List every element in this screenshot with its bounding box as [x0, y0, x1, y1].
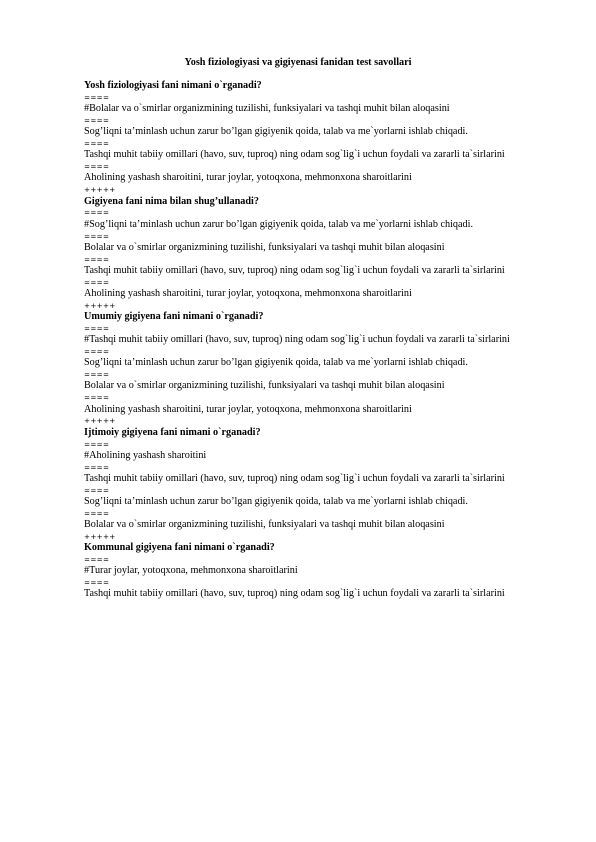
answer-separator: ====: [84, 393, 110, 403]
question-text: Gigiyena fani nima bilan shug’ullanadi?: [84, 195, 259, 207]
answer-separator: ====: [84, 485, 110, 495]
question-text: Kommunal gigiyena fani nimani o`rganadi?: [84, 542, 275, 554]
answer-separator: ====: [84, 370, 110, 380]
question-text: Umumiy gigiyena fani nimani o`rganadi?: [84, 311, 264, 323]
question-block: [84, 427, 512, 543]
answer-option: #Bolalar va o`smirlar organizmining tuzilishi, funksiyalari va tashqi muhit bilan aloqasini: [84, 103, 450, 115]
answer-option: Aholining yashash sharoitini, turar joylar, yotoqxona, mehmonxona sharoitlarini: [84, 172, 412, 184]
question-separator: +++++: [84, 531, 116, 541]
answer-option: Bolalar va o`smirlar organizmining tuzilishi, funksiyalari va tashqi muhit bilan aloqasini: [84, 519, 445, 531]
answer-option: #Tashqi muhit tabiiy omillari (havo, suv, tuproq) ning odam sog`lig`i uchun foydali va zararli ta`sirlarini: [84, 334, 510, 346]
answer-option: #Sog’liqni ta’minlash uchun zarur bo’lgan gigiyenik qoida, talab va me`yorlarni ishlab chiqadi.: [84, 218, 474, 230]
answer-separator: ====: [84, 254, 110, 264]
answer-option: Sog’liqni ta’minlash uchun zarur bo’lgan gigiyenik qoida, talab va me`yorlarni ishlab chiqadi.: [84, 357, 468, 369]
answer-option: Tashqi muhit tabiiy omillari (havo, suv, tuproq) ning odam sog`lig`i uchun foydali va zararli ta`sirlarini: [84, 588, 505, 600]
question-text: Yosh fiziologiyasi fani nimani o`rganadi?: [84, 80, 262, 91]
question-block: [84, 542, 512, 601]
answer-separator: ====: [84, 277, 110, 287]
answer-option: Aholining yashash sharoitini, turar joylar, yotoqxona, mehmonxona sharoitlarini: [84, 403, 412, 415]
answer-option: Bolalar va o`smirlar organizmining tuzilishi, funksiyalari va tashqi muhit bilan aloqasini: [84, 380, 445, 392]
question-block: [84, 80, 512, 196]
answer-option: Aholining yashash sharoitini, turar joylar, yotoqxona, mehmonxona sharoitlarini: [84, 287, 412, 299]
question-text: Ijtimoiy gigiyena fani nimani o`rganadi?: [84, 426, 261, 438]
answer-separator: ====: [84, 347, 110, 357]
answer-separator: ====: [84, 162, 110, 172]
question-block: [84, 196, 512, 312]
answer-separator: ====: [84, 462, 110, 472]
page-title: Yosh fiziologiyasi va gigiyenasi fanidan test savollari: [184, 57, 412, 68]
answer-option: Tashqi muhit tabiiy omillari (havo, suv, tuproq) ning odam sog`lig`i uchun foydali va zararli ta`sirlarini: [84, 472, 505, 484]
answer-separator: ====: [84, 231, 110, 241]
answer-separator: ====: [84, 439, 110, 449]
answer-separator: ====: [84, 208, 110, 218]
answer-option: Sog’liqni ta’minlash uchun zarur bo’lgan gigiyenik qoida, talab va me`yorlarni ishlab chiqadi.: [84, 126, 468, 138]
answer-option: Sog’liqni ta’minlash uchun zarur bo’lgan gigiyenik qoida, talab va me`yorlarni ishlab chiqadi.: [84, 495, 468, 507]
answer-separator: ====: [84, 555, 110, 565]
answer-option: Bolalar va o`smirlar organizmining tuzilishi, funksiyalari va tashqi muhit bilan aloqasini: [84, 241, 445, 253]
answer-option: #Turar joylar, yotoqxona, mehmonxona sharoitlarini: [84, 565, 298, 577]
answer-option: #Aholining yashash sharoitini: [84, 449, 207, 461]
answer-separator: ====: [84, 116, 110, 126]
question-separator: +++++: [84, 185, 116, 195]
answer-option: Tashqi muhit tabiiy omillari (havo, suv, tuproq) ning odam sog`lig`i uchun foydali va zararli ta`sirlarini: [84, 149, 505, 161]
answer-option: Tashqi muhit tabiiy omillari (havo, suv, tuproq) ning odam sog`lig`i uchun foydali va zararli ta`sirlarini: [84, 264, 505, 276]
question-block: [84, 311, 512, 427]
answer-separator: ====: [84, 92, 110, 102]
answer-separator: ====: [84, 578, 110, 588]
question-separator: +++++: [84, 416, 116, 426]
answer-separator: ====: [84, 324, 110, 333]
question-separator: +++++: [84, 300, 116, 310]
answer-separator: ====: [84, 508, 110, 518]
answer-separator: ====: [84, 139, 110, 149]
document-page: [84, 56, 512, 601]
